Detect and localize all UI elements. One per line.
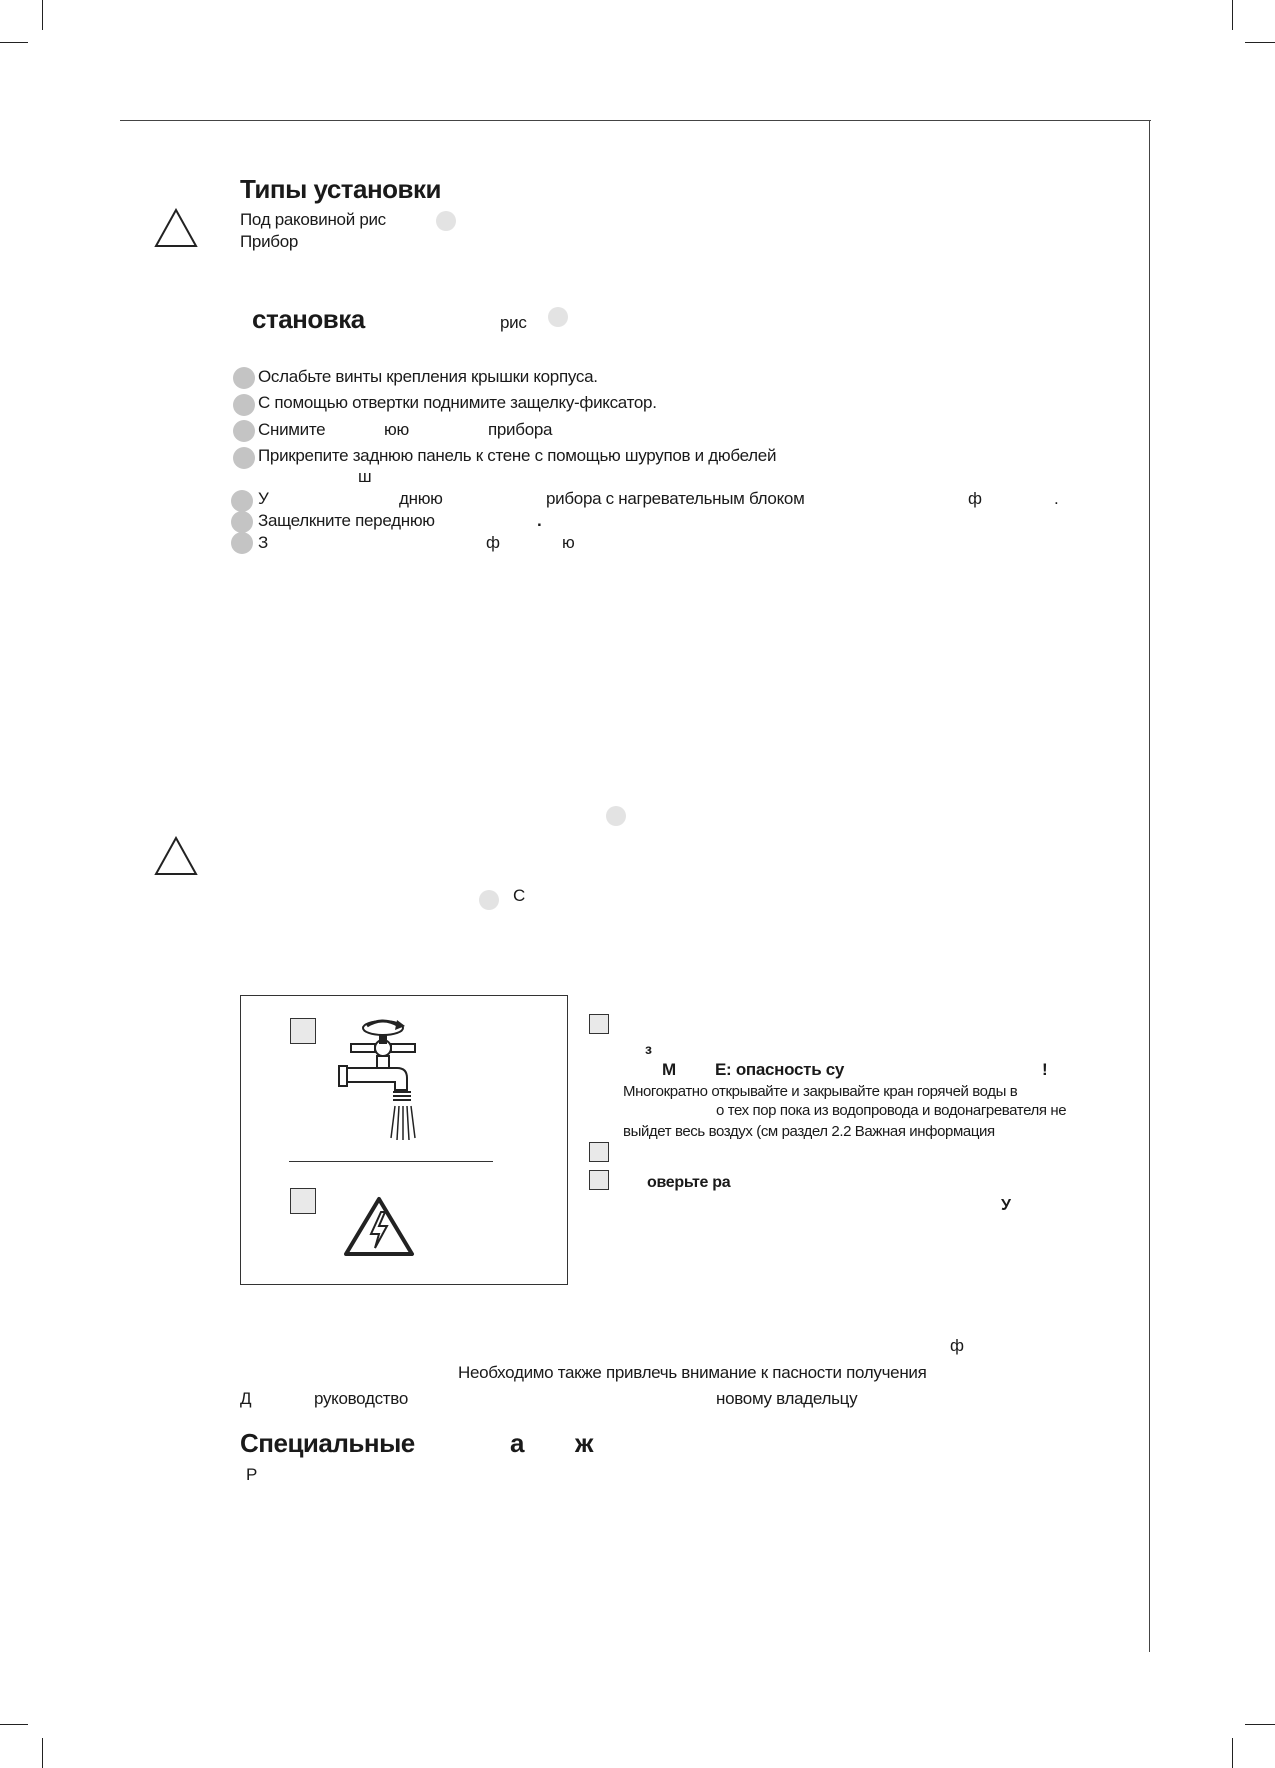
step-text: рибора с нагревательным блоком: [546, 489, 805, 508]
step-text: У: [258, 489, 269, 508]
step-marker: [233, 394, 255, 416]
crop-mark: [1232, 0, 1233, 30]
install-type-line: Под раковиной рис: [240, 210, 386, 229]
step-text: ш: [358, 467, 372, 486]
step-text: З: [258, 533, 268, 552]
note-body: Многократно открывайте и закрывайте кран горячей воды в: [623, 1083, 1018, 1100]
step-text: .: [537, 511, 542, 530]
warning-heading: М: [662, 1060, 676, 1079]
note-body: выйдет весь воздух (см раздел 2.2 Важная информация: [623, 1123, 995, 1140]
step-text: С помощью отвертки поднимите защелку-фиксатор.: [258, 393, 657, 412]
section-title: ж: [575, 1428, 593, 1458]
section-letter: С: [513, 886, 525, 905]
crop-mark: [1245, 42, 1275, 43]
high-voltage-icon: [343, 1196, 415, 1263]
figure-ref: рис: [500, 313, 527, 332]
top-rule: [120, 120, 1151, 121]
step-text: Защелкните переднюю: [258, 511, 435, 530]
step-marker: [231, 532, 253, 554]
step-text: днюю: [399, 489, 443, 508]
note-checkbox: [589, 1142, 609, 1162]
note-label: з: [645, 1041, 652, 1057]
crop-mark: [0, 42, 28, 43]
step-text: .: [1054, 489, 1059, 508]
step-text: ф: [486, 533, 500, 552]
step-text: Снимите: [258, 420, 326, 439]
paragraph-fragment: ф: [950, 1336, 964, 1355]
step-marker: [231, 511, 253, 533]
paragraph-fragment: Д: [240, 1389, 252, 1408]
step-marker: [233, 420, 255, 442]
section-title: Специальные: [240, 1428, 415, 1458]
crop-mark: [42, 1738, 43, 1768]
figure-ref-marker: [479, 890, 499, 910]
install-type-line: Прибор: [240, 232, 299, 251]
warning-heading: Е: опасность су: [715, 1060, 845, 1079]
note-checkbox: [589, 1014, 609, 1034]
step-text: Ослабьте винты крепления крышки корпуса.: [258, 367, 598, 386]
crop-mark: [0, 1724, 28, 1725]
note-checkbox: [589, 1170, 609, 1190]
paragraph-fragment: Р: [246, 1465, 258, 1484]
crop-mark: [1245, 1724, 1275, 1725]
paragraph-line: Необходимо также привлечь внимание к пасности получения: [458, 1363, 927, 1382]
section-title: Типы установки: [240, 174, 442, 204]
paragraph-fragment: новому владельцу: [716, 1389, 858, 1408]
figure-step-box: [290, 1188, 316, 1214]
note-body: о тех пор пока из водопровода и водонагревателя не: [716, 1102, 1067, 1119]
figure-step-box: [290, 1018, 316, 1044]
step-marker: [231, 490, 253, 512]
check-text: оверьте ра: [647, 1174, 731, 1191]
crop-mark: [42, 0, 43, 30]
figure-divider: [289, 1161, 493, 1162]
figure-ref-marker: [436, 211, 456, 231]
paragraph-fragment: руководство: [314, 1389, 408, 1408]
faucet-icon: [337, 1016, 433, 1147]
figure-box: [240, 995, 568, 1285]
step-marker: [233, 447, 255, 469]
figure-ref-marker: [548, 307, 568, 327]
crop-mark: [1232, 1738, 1233, 1768]
step-marker: [233, 367, 255, 389]
warning-triangle-icon: [154, 836, 198, 881]
step-text: юю: [384, 420, 409, 439]
section-title: а: [510, 1428, 524, 1458]
step-text: Прикрепите заднюю панель к стене с помощью шурупов и дюбелей: [258, 446, 777, 465]
section-title: становка: [252, 304, 365, 334]
warning-triangle-icon: [154, 208, 198, 253]
warning-heading: !: [1042, 1060, 1048, 1079]
step-text: ю: [562, 533, 575, 552]
step-text: прибора: [488, 420, 553, 439]
figure-ref-marker: [606, 806, 626, 826]
right-rule: [1149, 120, 1150, 1652]
check-text: У: [1001, 1197, 1011, 1214]
step-text: ф: [968, 489, 982, 508]
